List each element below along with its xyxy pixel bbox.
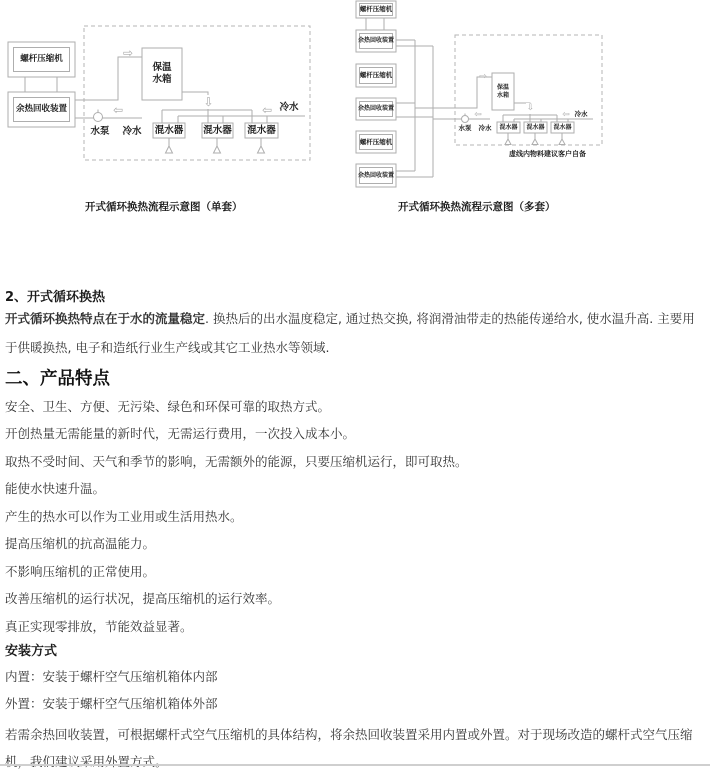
- intro-paragraph: [5, 304, 705, 362]
- flow-arrow-left-icon: ⇦: [261, 102, 273, 117]
- mixer-label: 混水器: [203, 124, 232, 136]
- tank-label-line1: 保温: [496, 84, 509, 91]
- compressor-box-label: 螺杆压缩机: [359, 5, 393, 14]
- install-inner-line: 内置：安装于螺杆空气压缩机箱体内部: [5, 669, 218, 684]
- bottom-divider: [0, 764, 710, 766]
- flow-arrow-down-icon: ⇩: [203, 95, 214, 109]
- multi-set-diagram-caption: 开式循环换热流程示意图（多套）: [398, 201, 556, 213]
- cold-water-label: 冷水: [478, 123, 492, 132]
- feature-line: 不影响压缩机的正常使用。: [5, 564, 156, 579]
- feature-line: 真正实现零排放，节能效益显著。: [5, 619, 193, 634]
- section2-heading: 2、开式循环换热: [5, 290, 106, 305]
- compressor-box-label: 螺杆压缩机: [20, 54, 63, 65]
- feature-line: 安全、卫生、方便、无污染、绿色和环保可靠的取热方式。: [5, 399, 331, 414]
- install-outer-line: 外置：安装于螺杆空气压缩机箱体外部: [5, 696, 218, 711]
- heat-recovery-box-label: 余热回收装置: [357, 37, 394, 45]
- mixer-label: 混水器: [526, 123, 545, 131]
- flow-arrow-right-icon: ⇨: [122, 45, 134, 60]
- insulated-tank-label: [492, 73, 514, 110]
- mixer-label: 混水器: [499, 123, 518, 131]
- tank-label-line2: 水箱: [496, 91, 509, 99]
- intro-paragraph-rest: . 换热后的出水温度稳定, 通过热交换, 将润滑油带走的热能传递给水, 使水温升高. 主要用于供暖换热, 电子和造纸行业生产线或其它工业热水等领域.: [5, 311, 695, 355]
- compressor-box-label: 螺杆压缩机: [359, 137, 393, 146]
- flow-arrow-left-icon: ⇦: [112, 102, 124, 117]
- single-set-diagram-caption: 开式循环换热流程示意图（单套）: [85, 201, 243, 213]
- feature-line: 提高压缩机的抗高温能力。: [5, 536, 156, 551]
- mixer-label: 混水器: [247, 124, 276, 136]
- mixer-label: 混水器: [553, 123, 572, 131]
- intro-paragraph-bold: 开式循环换热特点在于水的流量稳定: [5, 311, 206, 326]
- flow-arrow-down-icon: ⇩: [526, 103, 535, 113]
- flow-arrow-left-icon: ⇦: [474, 109, 482, 120]
- compressor-box-label: 螺杆压缩机: [359, 71, 393, 80]
- pump-label: 水泵: [458, 123, 472, 132]
- feature-line: 能使水快速升温。: [5, 481, 106, 496]
- flow-arrow-left-icon: ⇦: [562, 109, 570, 120]
- heat-recovery-box-label: 余热回收装置: [15, 104, 67, 115]
- heat-recovery-box-label: 余热回收装置: [357, 171, 394, 179]
- feature-line: 开创热量无需能量的新时代，无需运行费用，一次投入成本小。: [5, 426, 356, 441]
- product-features-heading: 二、产品特点: [5, 369, 110, 389]
- feature-line: 取热不受时间、天气和季节的影响，无需额外的能源，只要压缩机运行，即可取热。: [5, 454, 468, 469]
- install-method-heading: 安装方式: [5, 644, 58, 659]
- feature-line: 产生的热水可以作为工业用或生活用热水。: [5, 509, 243, 524]
- mixer-label: 混水器: [154, 124, 184, 136]
- cold-water-inlet-label: 冷水: [279, 101, 299, 113]
- dashed-area-note: 虚线内物料建议客户自备: [509, 149, 586, 158]
- install-note-paragraph: 若需余热回收装置，可根据螺杆式空气压缩机的具体结构，将余热回收装置采用内置或外置。对于现场改造的螺杆式空气压缩机，我们建议采用外置方式。: [5, 727, 693, 769]
- tank-label-line1: 保温: [152, 62, 172, 74]
- insulated-tank-label: [142, 48, 182, 100]
- cold-water-inlet-label: 冷水: [574, 109, 588, 118]
- feature-line: 改善压缩机的运行状况，提高压缩机的运行效率。: [5, 591, 281, 606]
- cold-water-label: 冷水: [122, 125, 142, 137]
- tank-label-line2: 水箱: [152, 74, 172, 85]
- pump-label: 水泵: [90, 125, 110, 137]
- heat-recovery-box-label: 余热回收装置: [357, 105, 394, 113]
- flow-arrow-right-icon: ⇨: [479, 71, 487, 82]
